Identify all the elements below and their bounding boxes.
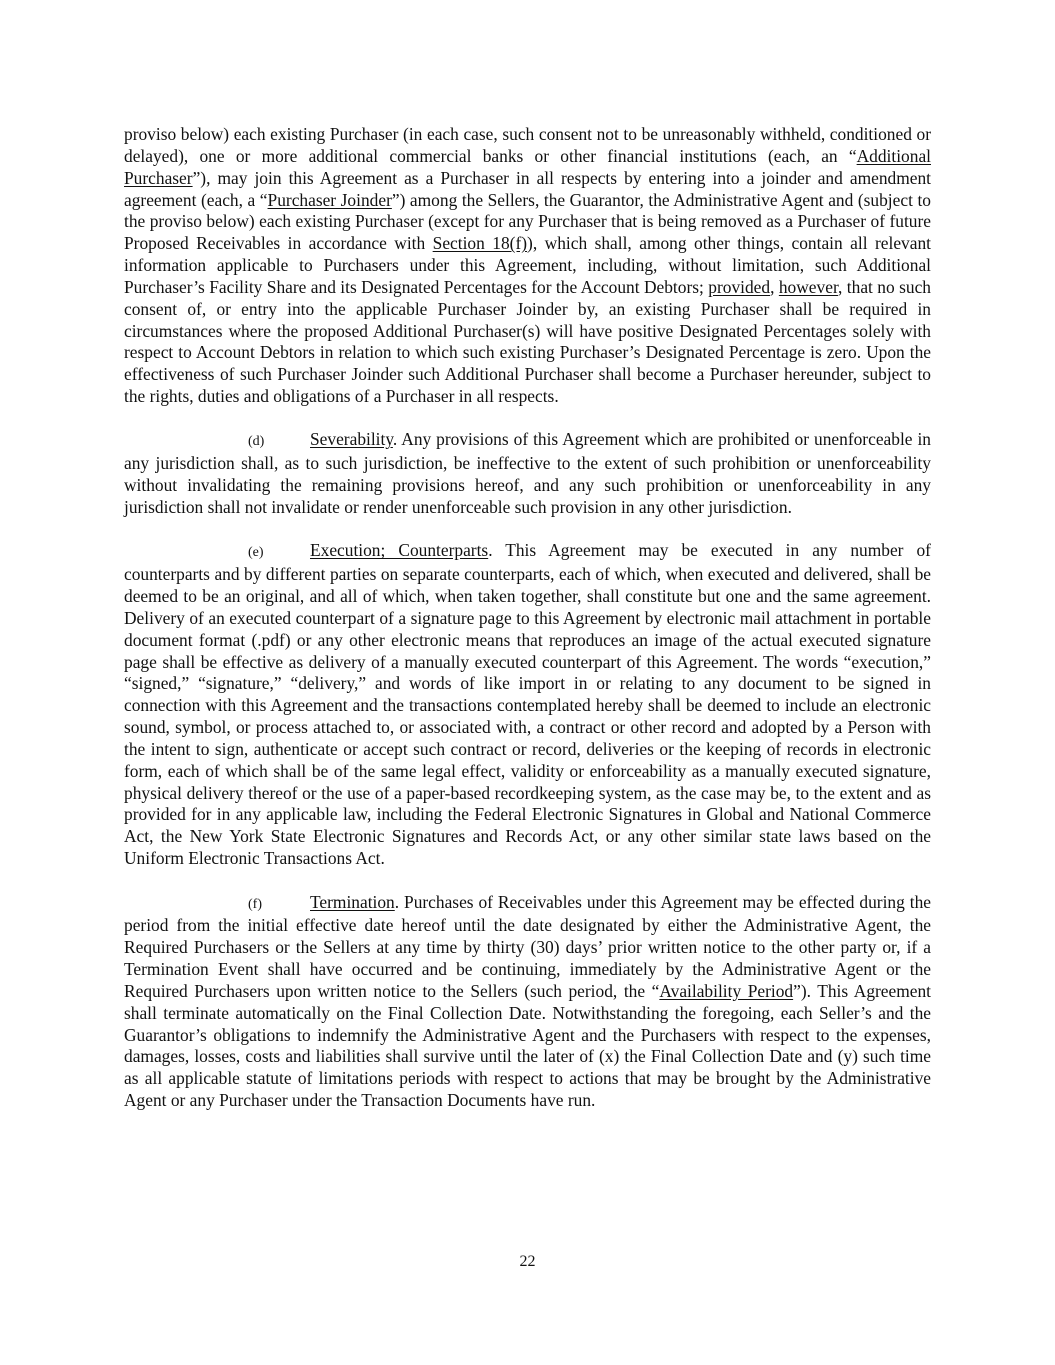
text: ), which shall, among other things, contain all relevant information applicable to Purchasers under this Agreement, including, without limitation, such Additional Purchaser’s Facility Share and its Designated Percentages for the Account Debtors; — [124, 233, 931, 297]
defined-term-additional-purchaser: Additional Purchaser — [124, 145, 931, 188]
page-number: 22 — [519, 1253, 536, 1270]
text: ”) among the Sellers, the Guarantor, the Administrative Agent and (subject to the proviso below) each existing Purchaser (except for any Purchaser that is being removed as a Purchaser of future Proposed Receivables in accordance with — [124, 189, 931, 254]
section-body: . Any provisions of this Agreement which are prohibited or unenforceable in any jurisdiction shall, as to such jurisdiction, be ineffective to the extent of such prohibition or unenforceability without invalidating the remaining provisions hereof, and any such prohibition or unenforceability in any jurisdiction shall not invalidate or render unenforceable such provision in any other jurisdiction. — [124, 429, 931, 517]
section-e-execution-counterparts — [124, 540, 931, 870]
section-body: . This Agreement may be executed in any number of counterparts and by different parties on separate counterparts, each of which, when executed and delivered, shall be deemed to be an original, and all of which, when taken together, shall constitute but one and the same agreement. Delivery of an executed counterpart of a signature page to this Agreement by electronic mail attachment in portable document format (.pdf) or any other electronic means that reproduces an image of the actual executed signature page shall be effective as delivery of a manually executed counterpart of this Agreement. The words “execution,” “signed,” “signature,” “delivery,” and words of like import in or relating to any document to be signed in connection with this Agreement and the transactions contemplated hereby shall be deemed to include an electronic sound, symbol, or process attached to, or associated with, a contract or other record and adopted by a Person with the intent to sign, authenticate or accept such contract or record, deliveries or the keeping of records in electronic form, each of which shall be of the same legal effect, validity or enforceability as a manually executed signature, physical delivery thereof or the use of a paper-based recordkeeping system, as the case may be, to the extent and as provided for in any applicable law, including the Federal Electronic Signatures in Global and National Commerce Act, the New York State Electronic Signatures and Records Act, or any other similar state laws based on the Uniform Electronic Transactions Act. — [124, 540, 931, 869]
text: proviso below) each existing Purchaser (in each case, such consent not to be unreasonably withheld, conditioned or delayed), one or more additional commercial banks or other financial institutions (each, an “ — [124, 124, 931, 166]
paragraph-c-continuation — [124, 124, 931, 408]
defined-term-availability-period: Availability Period — [659, 980, 794, 1001]
section-number: (f) — [248, 896, 262, 912]
section-body: ”). This Agreement shall terminate automatically on the Final Collection Date. Notwithstanding the foregoing, each Seller’s and the Guarantor’s obligations to indemnify the Administrative Agent and the Purchasers with respect to the expenses, damages, losses, costs and liabilities shall survive until the later of (x) the Final Collection Date and (y) such time as all applicable statute of limitations periods with respect to actions that may be brought by the Administrative Agent or any Purchaser under the Transaction Documents have run. — [124, 980, 932, 1111]
text: , — [770, 276, 779, 297]
section-d-severability — [124, 429, 931, 518]
text: , that no such consent of, or entry into the applicable Purchaser Joinder by, an existing Purchaser shall be required in circumstances where the proposed Additional Purchaser(s) will have positive Designated Percentages solely with respect to Account Debtors in relation to which such existing Purchaser’s Designated Percentage is zero. Upon the effectiveness of such Purchaser Joinder such Additional Purchaser shall become a Purchaser hereunder, subject to the rights, duties and obligations of a Purchaser in all respects. — [124, 276, 931, 407]
section-f-termination — [124, 892, 931, 1112]
document-page — [124, 124, 931, 1133]
text: ”), may join this Agreement as a Purchaser in all respects by entering into a joinder and amendment agreement (each, a “ — [124, 167, 931, 210]
section-heading: Execution; Counterparts — [310, 540, 489, 561]
section-body: . Purchases of Receivables under this Agreement may be effected during the period from the initial effective date hereof until the date designated by either the Administrative Agent, the Required Purchasers or the Sellers at any time by thirty (30) days’ prior written notice to the other party or, if a Termination Event shall have occurred and be continuing, immediately by the Administrative Agent or the Required Purchasers upon written notice to the Sellers (such period, the “ — [124, 891, 931, 1001]
defined-term-purchaser-joinder: Purchaser Joinder — [267, 189, 392, 210]
section-heading: Severability — [310, 429, 393, 450]
section-number: (e) — [248, 545, 264, 561]
section-number: (d) — [248, 434, 265, 450]
provided-term: provided — [708, 276, 771, 297]
however-term: however — [778, 276, 839, 297]
section-reference: Section 18(f) — [432, 233, 528, 254]
section-heading: Termination — [310, 891, 395, 912]
